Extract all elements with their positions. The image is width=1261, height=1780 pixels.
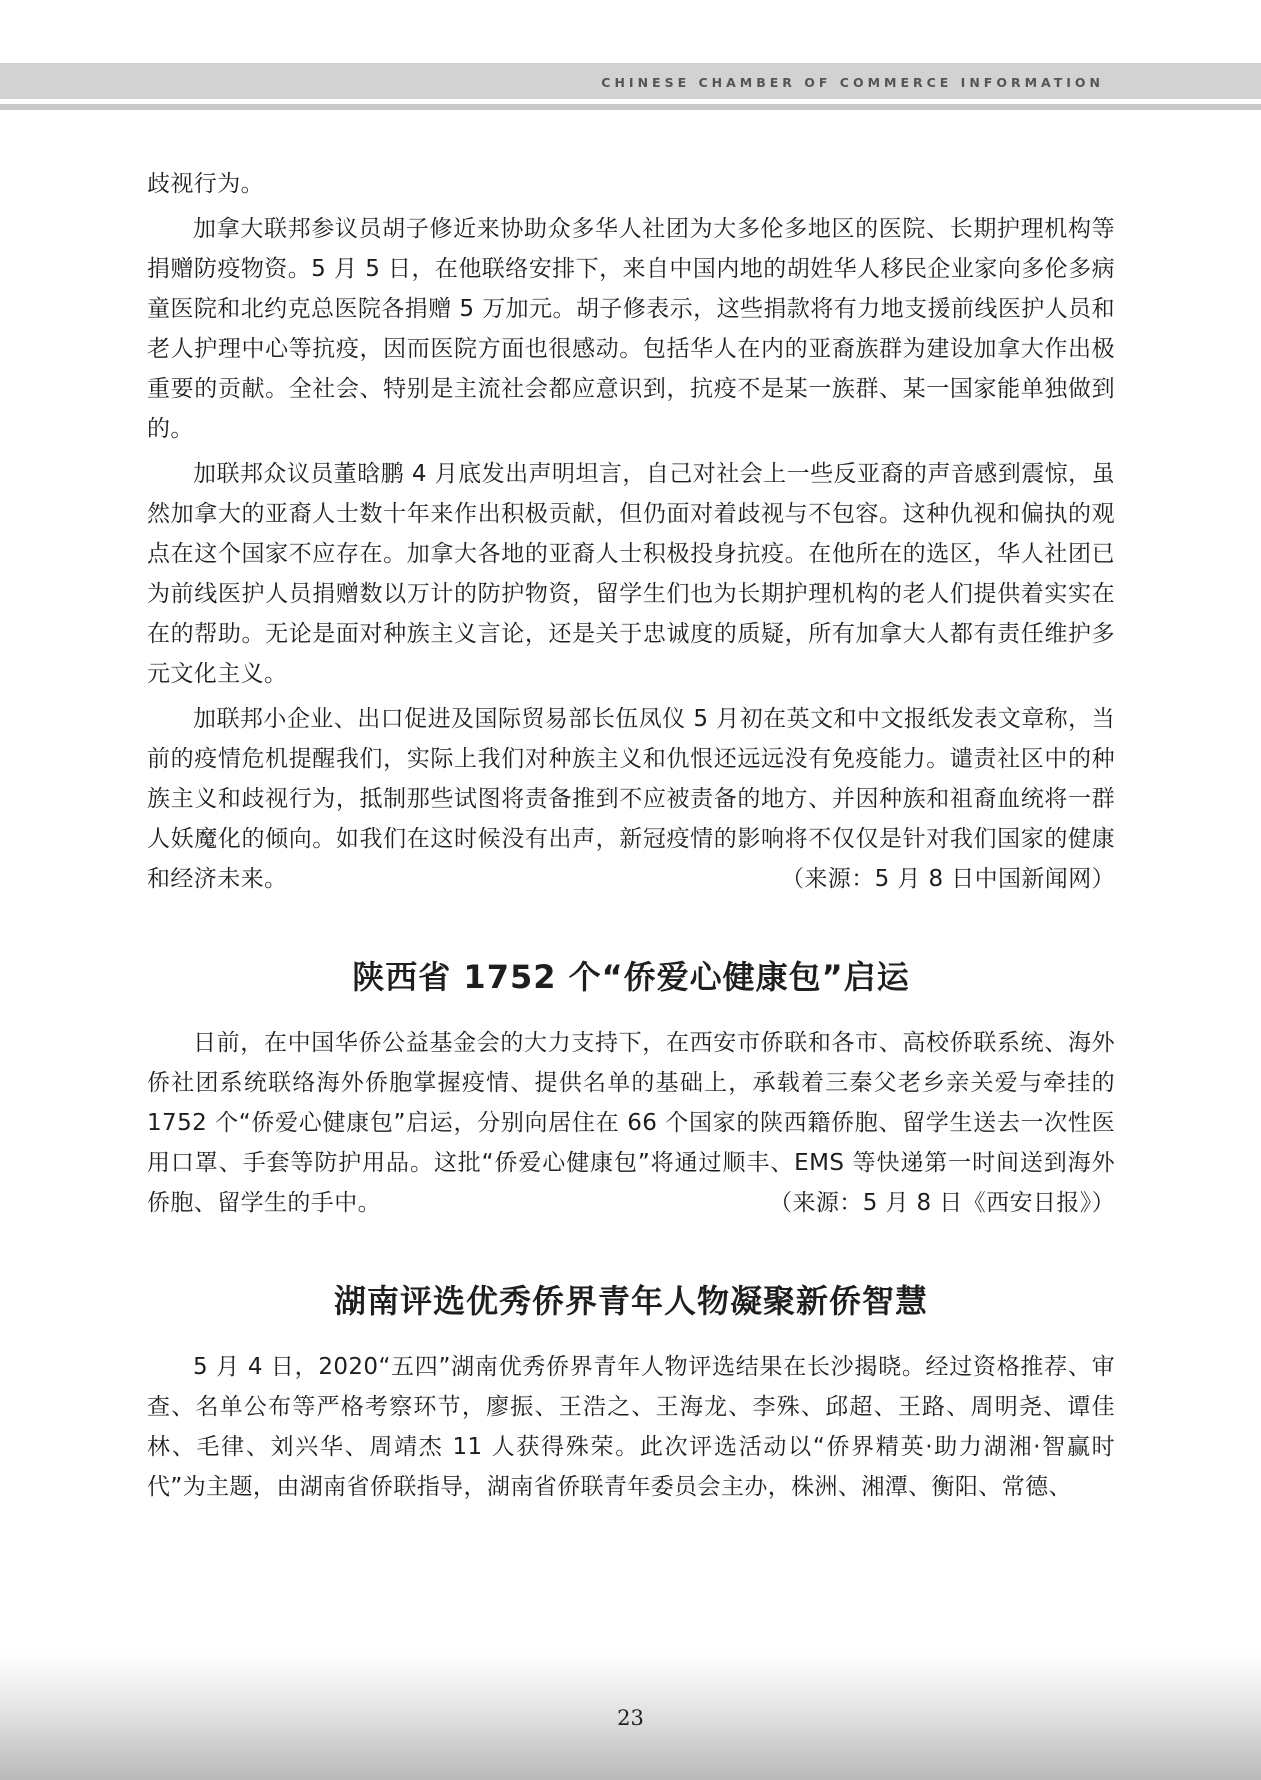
- source-citation: （来源：5 月 8 日中国新闻网）: [781, 866, 1115, 892]
- article-canada: [147, 164, 1115, 899]
- page-number: 23: [617, 1706, 644, 1730]
- paragraph: 加拿大联邦参议员胡子修近来协助众多华人社团为大多伦多地区的医院、长期护理机构等捐赠防疫物资。5 月 5 日，在他联络安排下，来自中国内地的胡姓华人移民企业家向多伦多病童医院和北约克总医院各捐赠 5 万加元。胡子修表示，这些捐款将有力地支援前线医护人员和老人护理中心等抗疫，因而医院方面也很感动。包括华人在内的亚裔族群为建设加拿大作出极重要的贡献。全社会、特别是主流社会都应意识到，抗疫不是某一族群、某一国家能单独做到的。: [147, 216, 1115, 442]
- source-citation: （来源：5 月 8 日《西安日报》）: [769, 1190, 1115, 1216]
- article-continuation: 歧视行为。: [147, 171, 264, 197]
- paragraph: 5 月 4 日，2020“五四”湖南优秀侨界青年人物评选结果在长沙揭晓。经过资格推荐、审查、名单公布等严格考察环节，廖振、王浩之、王海龙、李殊、邱超、王路、周明尧、谭佳林、毛律、刘兴华、周靖杰 11 人获得殊荣。此次评选活动以“侨界精英·助力湖湘·智赢时代”为主题，由湖南省侨联指导，湖南省侨联青年委员会主办，株洲、湘潭、衡阳、常德、: [147, 1354, 1115, 1500]
- paragraph: 加联邦众议员董晗鹏 4 月底发出声明坦言，自己对社会上一些反亚裔的声音感到震惊，虽然加拿大的亚裔人士数十年来作出积极贡献，但仍面对着歧视与不包容。这种仇视和偏执的观点在这个国家不应存在。加拿大各地的亚裔人士积极投身抗疫。在他所在的选区，华人社团已为前线医护人员捐赠数以万计的防护物资，留学生们也为长期护理机构的老人们提供着实实在在的帮助。无论是面对种族主义言论，还是关于忠诚度的质疑，所有加拿大人都有责任维护多元文化主义。: [147, 461, 1115, 687]
- header-rule: [0, 104, 1261, 110]
- article-hunan: [147, 1279, 1115, 1507]
- paragraph: [147, 699, 1115, 899]
- article-title: 湖南评选优秀侨界青年人物凝聚新侨智慧: [333, 1282, 928, 1320]
- running-header: CHINESE CHAMBER OF COMMERCE INFORMATION: [601, 75, 1104, 90]
- paragraph-text: 日前，在中国华侨公益基金会的大力支持下，在西安市侨联和各市、高校侨联系统、海外侨社团系统联络海外侨胞掌握疫情、提供名单的基础上，承载着三秦父老乡亲关爱与牵挂的 1752 个“侨爱心健康包”启运，分别向居住在 66 个国家的陕西籍侨胞、留学生送去一次性医用口罩、手套等防护用品。这批“侨爱心健康包”将通过顺丰、EMS 等快递第一时间送到海外侨胞、留学生的手中。: [147, 1030, 1115, 1216]
- article-shaanxi: [147, 955, 1115, 1223]
- page-content: [147, 164, 1115, 1507]
- paragraph: [147, 1023, 1115, 1223]
- paragraph-text: 加联邦小企业、出口促进及国际贸易部长伍凤仪 5 月初在英文和中文报纸发表文章称，当前的疫情危机提醒我们，实际上我们对种族主义和仇恨还远远没有免疫能力。谴责社区中的种族主义和歧视行为，抵制那些试图将责备推到不应被责备的地方、并因种族和祖裔血统将一群人妖魔化的倾向。如我们在这时候没有出声，新冠疫情的影响将不仅仅是针对我们国家的健康和经济未来。: [147, 706, 1115, 892]
- article-title: 陕西省 1752 个“侨爱心健康包”启运: [352, 958, 910, 996]
